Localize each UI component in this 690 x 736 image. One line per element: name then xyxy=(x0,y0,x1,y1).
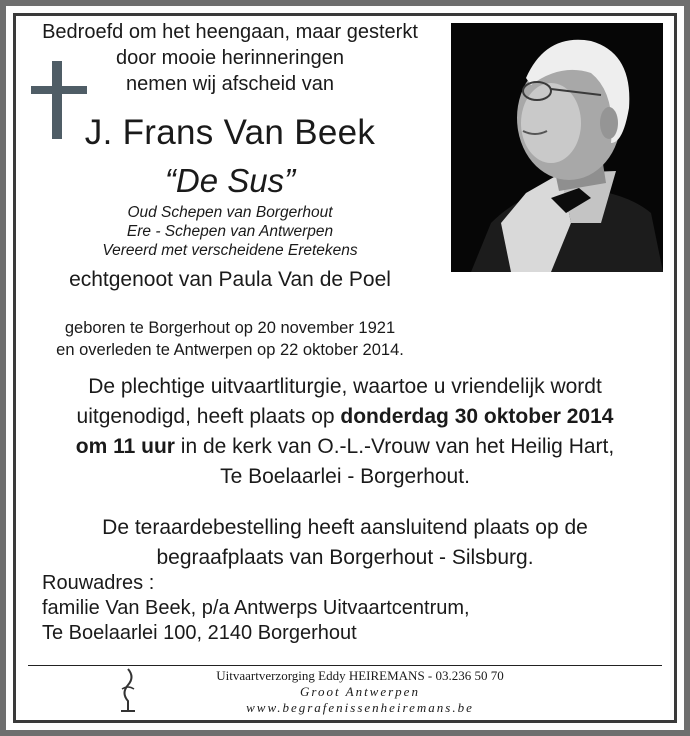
intro-line-1: Bedroefd om het heengaan, maar gesterkt xyxy=(42,21,418,43)
portrait-photo xyxy=(451,23,663,272)
ceremony-date: donderdag 30 oktober 2014 xyxy=(340,405,614,428)
deceased-nickname: “De Sus” xyxy=(164,162,296,199)
ceremony-line-3 xyxy=(20,432,670,462)
intro-line-2: door mooie herinneringen xyxy=(116,47,344,69)
honorary-titles xyxy=(40,203,420,260)
funeral-home-name: Uitvaartverzorging Eddy HEIREMANS - 03.236 50 70 xyxy=(216,668,504,683)
ceremony-line-2 xyxy=(20,402,670,432)
ceremony-line-4: Te Boelaarlei - Borgerhout. xyxy=(220,465,470,488)
intro-line-3: nemen wij afscheid van xyxy=(126,73,334,95)
divider xyxy=(28,665,662,666)
title-line: Vereerd met verscheidene Eretekens xyxy=(102,242,358,259)
title-line: Oud Schepen van Borgerhout xyxy=(127,204,333,221)
funeral-home-region: Groot Antwerpen xyxy=(300,684,420,699)
deceased-name: J. Frans Van Beek xyxy=(84,113,376,152)
ceremony-time: om 11 uur xyxy=(75,435,175,458)
ceremony-notice xyxy=(20,372,670,492)
birth-line: geboren te Borgerhout op 20 november 1921 xyxy=(64,319,396,337)
ceremony-line-1: De plechtige uitvaartliturgie, waartoe u vriendelijk wordt xyxy=(88,375,602,398)
death-line: en overleden te Antwerpen op 22 oktober 2014. xyxy=(56,341,404,359)
life-dates xyxy=(20,317,440,361)
address-line-2: Te Boelaarlei 100, 2140 Borgerhout xyxy=(42,622,357,644)
burial-notice xyxy=(20,513,670,573)
burial-line-2: begraafplaats van Borgerhout - Silsburg. xyxy=(156,546,534,569)
mourning-address xyxy=(42,571,602,646)
address-label: Rouwadres : xyxy=(42,572,155,594)
title-line: Ere - Schepen van Antwerpen xyxy=(126,223,334,240)
funeral-home-info xyxy=(130,668,590,716)
ceremony-church: in de kerk van O.-L.-Vrouw van het Heilig Hart, xyxy=(174,435,615,458)
spouse-line: echtgenoot van Paula Van de Poel xyxy=(69,268,391,291)
burial-line-1: De teraardebestelling heeft aansluitend plaats op de xyxy=(102,516,588,539)
funeral-home-website[interactable]: www.begrafenissenheiremans.be xyxy=(246,700,474,715)
ceremony-text: uitgenodigd, heeft plaats op xyxy=(76,405,341,428)
address-line-1: familie Van Beek, p/a Antwerps Uitvaartcentrum, xyxy=(42,597,470,619)
